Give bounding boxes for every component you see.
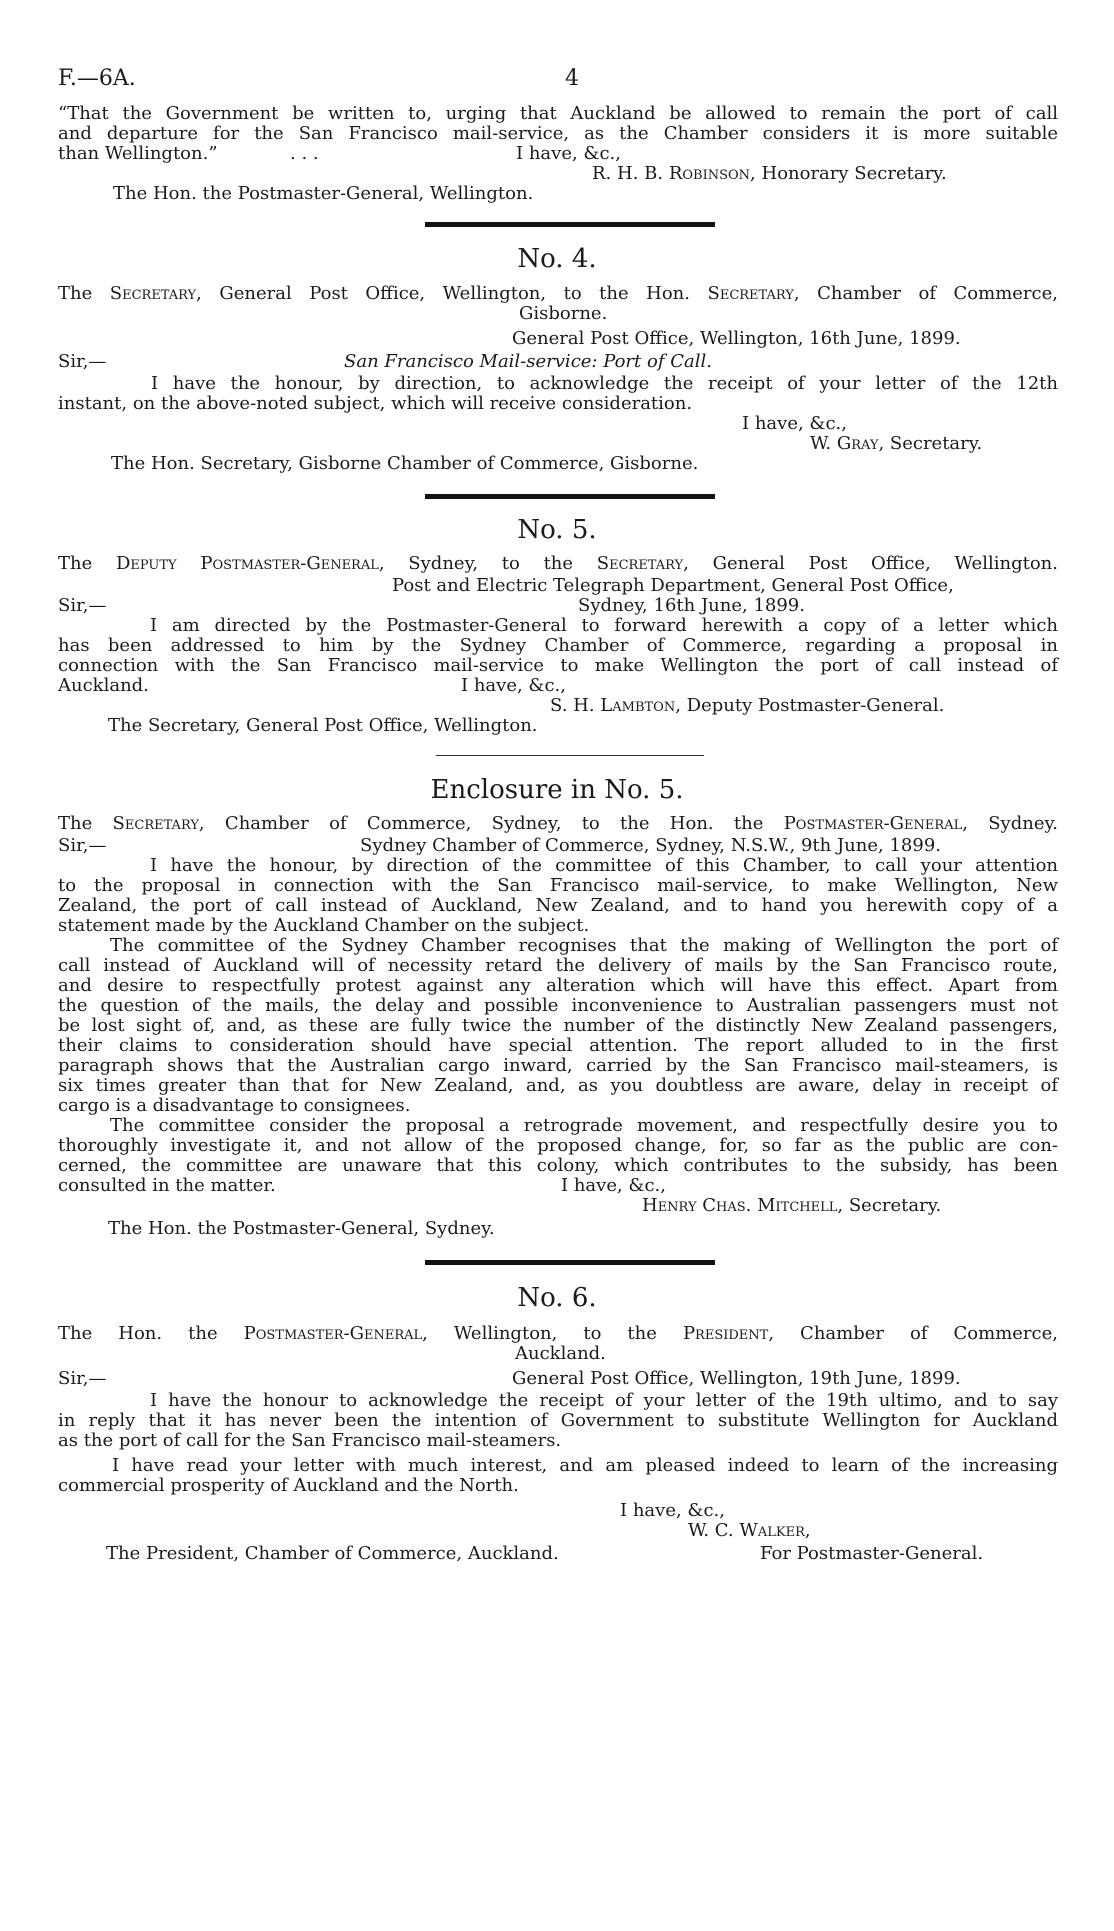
signature: Henry Chas. Mitchell, Secretary. bbox=[642, 1195, 942, 1216]
intro-quote-line: “That the Government be written to, urging that Auckland be allowed to remain the port of call bbox=[58, 103, 1058, 124]
letter-heading-no6: No. 6. bbox=[517, 1283, 597, 1313]
body-line: paragraph shows that the Australian cargo inward, carried by the San Francisco mail-steamers, is bbox=[58, 1055, 1058, 1076]
body-line: commercial prosperity of Auckland and the North. bbox=[58, 1475, 519, 1496]
body-line: The committee consider the proposal a retrograde movement, and respectfully desire you to bbox=[110, 1115, 1058, 1136]
letter-from-line: The Secretary, General Post Office, Wellington, to the Hon. Secretary, Chamber of Commerce, bbox=[58, 283, 1058, 304]
section-divider bbox=[425, 1260, 715, 1265]
section-divider bbox=[425, 494, 715, 499]
body-line: I have the honour to acknowledge the receipt of your letter of the 19th ultimo, and to say bbox=[150, 1390, 1058, 1411]
body-line: in reply that it has never been the intention of Government to substitute Wellington for Auckland bbox=[58, 1410, 1058, 1431]
body-line: and desire to respectfully protest against any alteration which will have this effect. Apart from bbox=[58, 975, 1058, 996]
signer-initials: R. H. B. bbox=[592, 163, 664, 184]
body-line: thoroughly investigate it, and not allow of the proposed change, for, so far as the public are con- bbox=[58, 1135, 1058, 1156]
salutation: Sir,— bbox=[58, 351, 107, 372]
body-line: instant, on the above-noted subject, which will receive consideration. bbox=[58, 393, 693, 414]
body-line: call instead of Auckland will of necessity retard the delivery of mails by the San Francisco route, bbox=[58, 955, 1058, 976]
dateline: Post and Electric Telegraph Department, General Post Office, bbox=[392, 575, 954, 596]
body-line: their claims to consideration should have special attention. The report alluded to in the first bbox=[58, 1035, 1058, 1056]
closing: I have, &c., bbox=[461, 675, 566, 696]
signer-title: , Honorary Secretary. bbox=[750, 163, 947, 184]
intro-quote-line: than Wellington.” bbox=[58, 143, 218, 164]
body-line: has been addressed to him by the Sydney Chamber of Commerce, regarding a proposal in bbox=[58, 635, 1058, 656]
body-line: be lost sight of, and, as these are fully twice the number of the distinctly New Zealand passengers, bbox=[58, 1015, 1058, 1036]
salutation: Sir,— bbox=[58, 595, 107, 616]
body-line: I have the honour, by direction of the committee of this Chamber, to call your attention bbox=[150, 855, 1058, 876]
ellipsis: . . . bbox=[290, 143, 319, 164]
body-line: consulted in the matter. bbox=[58, 1175, 276, 1196]
body-line: I am directed by the Postmaster-General to forward herewith a copy of a letter which bbox=[150, 615, 1058, 636]
addressee: The President, Chamber of Commerce, Auckland. bbox=[106, 1543, 559, 1564]
body-line: cargo is a disadvantage to consignees. bbox=[58, 1095, 411, 1116]
dateline: General Post Office, Wellington, 19th June, 1899. bbox=[512, 1368, 961, 1389]
enclosure-heading: Enclosure in No. 5. bbox=[430, 775, 684, 805]
page-number: 4 bbox=[565, 66, 579, 91]
body-line: The committee of the Sydney Chamber recognises that the making of Wellington the port of bbox=[110, 935, 1058, 956]
closing: I have, &c., bbox=[561, 1175, 666, 1196]
letter-heading-no5: No. 5. bbox=[517, 515, 597, 545]
body-line: to the proposal in connection with the San Francisco mail-service, to make Wellington, New bbox=[58, 875, 1058, 896]
addressee: The Secretary, General Post Office, Wellington. bbox=[108, 715, 538, 736]
body-line: cerned, the committee are unaware that this colony, which contributes to the subsidy, has been bbox=[58, 1155, 1058, 1176]
body-line: six times greater than that for New Zealand, and, as you doubtless are aware, delay in receipt of bbox=[58, 1075, 1058, 1096]
salutation: Sir,— bbox=[58, 1368, 107, 1389]
body-line: I have the honour, by direction, to acknowledge the receipt of your letter of the 12th bbox=[151, 373, 1058, 394]
closing: I have, &c., bbox=[620, 1500, 725, 1521]
signer-title: For Postmaster-General. bbox=[760, 1543, 984, 1564]
letter-from-line-2: Auckland. bbox=[515, 1343, 606, 1364]
closing: I have, &c., bbox=[516, 143, 621, 164]
addressee: The Hon. the Postmaster-General, Wellington. bbox=[113, 183, 534, 204]
letter-from-line: The Deputy Postmaster-General, Sydney, to the Secretary, General Post Office, Wellington. bbox=[58, 553, 1058, 574]
closing: I have, &c., bbox=[742, 413, 847, 434]
body-line: I have read your letter with much interest, and am pleased indeed to learn of the increasing bbox=[112, 1455, 1058, 1476]
letter-from-line: The Secretary, Chamber of Commerce, Sydney, to the Hon. the Postmaster-General, Sydney. bbox=[58, 813, 1058, 834]
addressee: The Hon. Secretary, Gisborne Chamber of Commerce, Gisborne. bbox=[111, 453, 699, 474]
salutation: Sir,— bbox=[58, 835, 107, 856]
body-line: statement made by the Auckland Chamber on the subject. bbox=[58, 915, 590, 936]
letter-from-line: The Hon. the Postmaster-General, Wellington, to the President, Chamber of Commerce, bbox=[58, 1323, 1058, 1344]
intro-quote-line: and departure for the San Francisco mail-service, as the Chamber considers it is more suitable bbox=[58, 123, 1058, 144]
body-line: Zealand, the port of call instead of Auckland, New Zealand, and to hand you herewith copy of a bbox=[58, 895, 1058, 916]
signature bbox=[592, 163, 947, 185]
body-line: as the port of call for the San Francisco mail-steamers. bbox=[58, 1430, 562, 1451]
body-line: the question of the mails, the delay and possible inconvenience to Australian passengers must not bbox=[58, 995, 1058, 1016]
section-divider bbox=[436, 755, 704, 756]
letter-from-line-2: Gisborne. bbox=[519, 303, 608, 324]
body-line: Auckland. bbox=[58, 675, 149, 696]
section-divider bbox=[425, 222, 715, 227]
series-code: F.—6A. bbox=[58, 66, 136, 91]
signature: W. C. Walker, bbox=[688, 1520, 811, 1541]
signature: W. Gray, Secretary. bbox=[810, 433, 983, 454]
dateline: Sydney, 16th June, 1899. bbox=[578, 595, 805, 616]
dateline: General Post Office, Wellington, 16th June, 1899. bbox=[512, 328, 961, 349]
signature: S. H. Lambton, Deputy Postmaster-General. bbox=[550, 695, 945, 716]
addressee: The Hon. the Postmaster-General, Sydney. bbox=[108, 1218, 495, 1239]
signer-name: Robinson bbox=[668, 163, 751, 184]
letter-heading-no4: No. 4. bbox=[517, 244, 597, 274]
body-line: connection with the San Francisco mail-service to make Wellington the port of call instead of bbox=[58, 655, 1058, 676]
dateline: Sydney Chamber of Commerce, Sydney, N.S.W., 9th June, 1899. bbox=[360, 835, 941, 856]
subject-line: San Francisco Mail-service: Port of Call. bbox=[344, 351, 712, 372]
